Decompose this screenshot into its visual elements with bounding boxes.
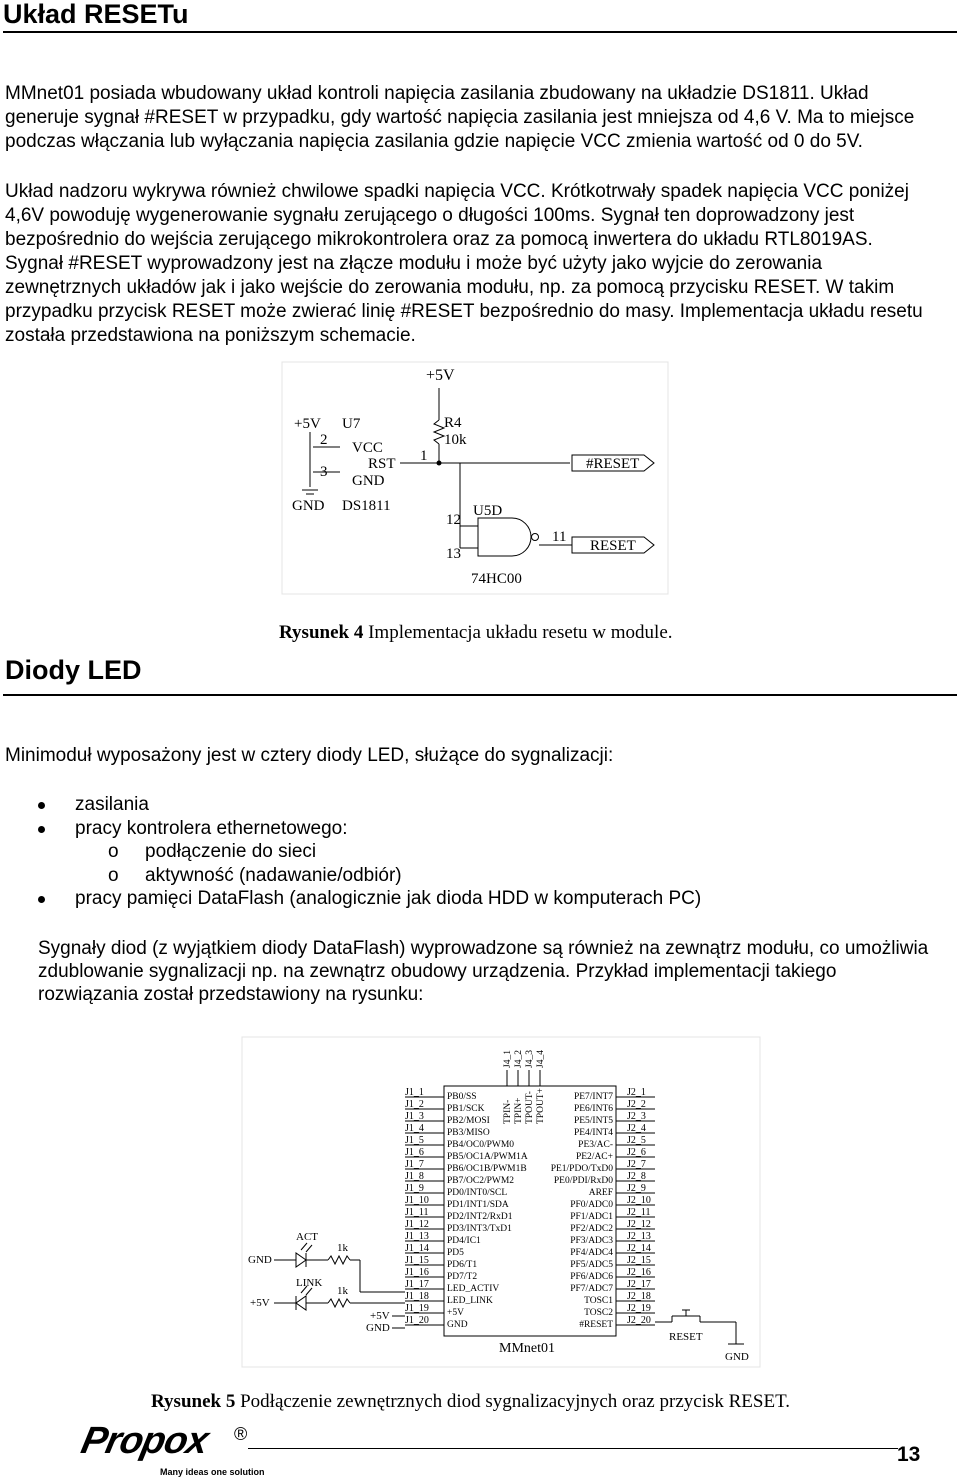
module-right-pin-label: PE3/AC- xyxy=(578,1140,613,1150)
ethernet-pin-label: TPOUT- xyxy=(525,1091,535,1124)
gnd-label: GND xyxy=(292,498,325,514)
module-name-label: MMnet01 xyxy=(499,1341,555,1356)
j1-pin-label: J1_11 xyxy=(405,1207,429,1218)
j2-pin-label: J2_5 xyxy=(627,1135,646,1146)
module-right-pin-label: PE0/PDI/RxD0 xyxy=(553,1176,613,1186)
ethernet-pin-label: TPIN- xyxy=(503,1099,513,1124)
text-line: bezpośrednio do wejścia zerującego mikrokontrolera oraz za pomocą inwertera do układu RTL8019AS. xyxy=(5,229,873,250)
module-left-pin-label: PD3/INT3/TxD1 xyxy=(447,1224,512,1234)
heading-rule xyxy=(3,694,957,696)
module-left-pin-label: PD7/T2 xyxy=(447,1272,478,1282)
module-left-pin-label: LED_LINK xyxy=(447,1296,493,1306)
j1-pin-label: J1_16 xyxy=(405,1267,429,1278)
text-line: generuje sygnał #RESET w przypadku, gdy wartość napięcia zasilania jest mniejsza od 4,6 V. Ma to miejsce xyxy=(5,107,915,128)
pin-label: 1 xyxy=(420,448,428,464)
j1-pin-label: J1_9 xyxy=(405,1183,424,1194)
caption-number: Rysunek 5 xyxy=(151,1391,236,1412)
module-right-pin-label: TOSC1 xyxy=(584,1296,613,1306)
module-right-pin-label: PE4/INT4 xyxy=(573,1128,613,1138)
j1-pin-label: J1_19 xyxy=(405,1303,429,1314)
ic-74hc00-label: 74HC00 xyxy=(471,571,522,587)
text-line: 4,6V powoduję wygenerowanie sygnału zerującego o długości 100ms. Sygnał ten doprowadzony jest xyxy=(5,205,855,226)
footer-rule xyxy=(248,1448,898,1449)
j2-pin-label: J2_8 xyxy=(627,1171,646,1182)
j1-pin-label: J1_1 xyxy=(405,1087,424,1098)
module-right-pin-label: PE7/INT7 xyxy=(573,1092,613,1102)
pin-label: 13 xyxy=(446,546,461,562)
j2-pin-label: J2_13 xyxy=(627,1231,651,1242)
module-right-pin-label: PF0/ADC0 xyxy=(570,1200,613,1210)
module-left-pin-label: PB5/OC1A/PWM1A xyxy=(447,1152,528,1162)
module-right-pin-label: PF3/ADC3 xyxy=(570,1236,613,1246)
j2-pin-label: J2_19 xyxy=(627,1303,651,1314)
ds1811-label: DS1811 xyxy=(342,498,391,514)
list-item xyxy=(38,887,938,911)
logo-wordmark: Propox xyxy=(77,1420,212,1462)
module-left-pin-label: GND xyxy=(447,1320,468,1330)
j2-pin-label: J2_17 xyxy=(627,1279,651,1290)
section-heading-led: Diody LED xyxy=(5,655,142,685)
vcc-pin-label: VCC xyxy=(352,440,383,456)
module-right-pin-label: PE1/PDO/TxD0 xyxy=(550,1164,613,1174)
ethernet-pin-label: TPIN+ xyxy=(514,1097,524,1124)
j1-pin-label: J1_12 xyxy=(405,1219,429,1230)
j2-pin-label: J2_12 xyxy=(627,1219,651,1230)
text-line: Sygnał #RESET wyprowadzony jest na złącze modułu i może być użyty jako wyjcie do zerowania xyxy=(5,253,823,274)
module-right-pin-label: TOSC2 xyxy=(584,1308,613,1318)
list-item xyxy=(38,864,938,888)
j1-pin-label: J1_5 xyxy=(405,1135,424,1146)
figure5-caption xyxy=(151,1391,790,1413)
led-paragraph xyxy=(38,937,958,1006)
j2-pin-label: J2_3 xyxy=(627,1111,646,1122)
reset-paragraph-2 xyxy=(5,180,955,348)
sub-bullet-marker: o xyxy=(108,864,119,886)
module-left-pin-label: PD4/IC1 xyxy=(447,1236,481,1246)
r4-label: R4 xyxy=(444,415,462,431)
heading-rule xyxy=(3,31,957,33)
j1-pin-label: J1_7 xyxy=(405,1159,424,1170)
caption-text: Podłączenie zewnętrznych diod sygnalizacyjnych oraz przycisk RESET. xyxy=(235,1391,791,1412)
j2-pin-label: J2_14 xyxy=(627,1243,651,1254)
module-left-pin-label: PB3/MISO xyxy=(447,1128,490,1138)
j1-pin-label: J1_17 xyxy=(405,1279,429,1290)
j2-pin-label: J2_6 xyxy=(627,1147,646,1158)
led-intro xyxy=(5,744,955,768)
led-list xyxy=(38,793,938,911)
module-right-pin-label: PE2/AC+ xyxy=(575,1152,613,1162)
module-right-pin-label: PF6/ADC6 xyxy=(570,1272,613,1282)
text-line: rozwiązania został przedstawiony na rysunku: xyxy=(38,984,424,1005)
j1-pin-label: J1_8 xyxy=(405,1171,424,1182)
pin-label: 2 xyxy=(320,432,328,448)
j2-pin-label: J2_18 xyxy=(627,1291,651,1302)
list-item-label: zasilania xyxy=(75,794,149,815)
list-item-label: podłączenie do sieci xyxy=(145,841,317,862)
list-item xyxy=(38,840,938,864)
vcc-label: +5V xyxy=(370,1310,390,1322)
list-item xyxy=(38,793,938,817)
nreset-flag-label: #RESET xyxy=(586,456,640,472)
j4-pin-label: J4_4 xyxy=(536,1050,546,1068)
u7-label: U7 xyxy=(342,416,361,432)
module-right-pin-label: #RESET xyxy=(579,1320,613,1330)
module-left-pin-label: PB7/OC2/PWM2 xyxy=(447,1176,515,1186)
link-led-label: LINK xyxy=(296,1277,323,1289)
j2-pin-label: J2_1 xyxy=(627,1087,646,1098)
text-line: przypadku przycisk RESET może zwierać linię #RESET bezpośrednio do masy. Implementacja układu resetu xyxy=(5,301,923,322)
list-item-label: pracy pamięci DataFlash (analogicznie jak dioda HDD w komputerach PC) xyxy=(75,888,702,909)
resistor-label: 1k xyxy=(337,1242,348,1254)
page-number: 13 xyxy=(897,1443,921,1466)
list-item-label: aktywność (nadawanie/odbiór) xyxy=(145,864,402,886)
module-left-pin-label: PD2/INT2/RxD1 xyxy=(447,1212,513,1222)
module-right-pin-label: PF5/ADC5 xyxy=(570,1260,613,1270)
text-line: Minimoduł wyposażony jest w cztery diody LED, służące do sygnalizacji: xyxy=(5,745,614,766)
j2-pin-label: J2_7 xyxy=(627,1159,646,1170)
pin-label: 3 xyxy=(320,464,328,480)
registered-mark: ® xyxy=(234,1424,248,1444)
j4-pin-label: J4_1 xyxy=(503,1050,513,1068)
module-left-pin-label: PD1/INT1/SDA xyxy=(447,1200,509,1210)
led-schematic xyxy=(240,1035,780,1370)
text-line: zdublowanie sygnalizacji np. na zewnątrz obudowy urządzenia. Przykład implementacji takiego xyxy=(38,961,837,982)
r4-value-label: 10k xyxy=(444,432,467,448)
module-right-pin-label: PF4/ADC4 xyxy=(570,1248,613,1258)
vcc-top-label: +5V xyxy=(426,367,455,384)
vcc-left-label: +5V xyxy=(294,416,321,432)
reset-flag-label: RESET xyxy=(590,538,636,554)
sub-bullet-marker: o xyxy=(108,841,119,862)
module-left-pin-label: PD5 xyxy=(447,1248,464,1258)
text-line: została przedstawiona na poniższym schemacie. xyxy=(5,325,416,346)
module-left-pin-label: LED_ACTIV xyxy=(447,1284,500,1294)
resistor-label: 1k xyxy=(337,1285,348,1297)
act-led-label: ACT xyxy=(296,1231,318,1243)
text-line: Sygnały diod (z wyjątkiem diody DataFlash) wyprowadzone są również na zewnątrz modułu, co umożliwia xyxy=(38,938,929,959)
j4-pin-label: J4_3 xyxy=(525,1050,535,1068)
module-left-pin-label: PB2/MOSI xyxy=(447,1116,490,1126)
j1-pin-label: J1_6 xyxy=(405,1147,424,1158)
j1-pin-label: J1_4 xyxy=(405,1123,424,1134)
j2-pin-label: J2_4 xyxy=(627,1123,646,1134)
j4-pin-label: J4_2 xyxy=(514,1050,524,1068)
module-right-pin-label: PF2/ADC2 xyxy=(570,1224,613,1234)
module-right-pin-label: PE6/INT6 xyxy=(573,1104,613,1114)
j1-pin-label: J1_10 xyxy=(405,1195,429,1206)
text-line: podczas włączania lub wyłączania napięcia zasilania gdzie napięcie VCC zmienia wartość od 0 do 5V. xyxy=(5,131,863,152)
j2-pin-label: J2_20 xyxy=(627,1315,651,1326)
reset-button-label: RESET xyxy=(669,1331,703,1343)
list-item xyxy=(38,817,938,841)
module-left-pin-label: PB4/OC0/PWM0 xyxy=(447,1140,515,1150)
vcc-label: +5V xyxy=(250,1297,270,1309)
caption-text: Implementacja układu resetu w module. xyxy=(363,622,673,643)
u5d-label: U5D xyxy=(473,503,503,519)
module-left-pin-label: PB0/SS xyxy=(447,1092,477,1102)
module-left-pin-label: PB6/OC1B/PWM1B xyxy=(447,1164,527,1174)
j2-pin-label: J2_16 xyxy=(627,1267,651,1278)
pin-label: 11 xyxy=(552,529,567,545)
gnd-pin-label: GND xyxy=(352,473,385,489)
text-line: zewnętrznych układów jak i jako wejście do zerowania modułu, np. za pomocą przycisku RESET. W takim xyxy=(5,277,895,298)
text-line: Układ nadzoru wykrywa również chwilowe spadki napięcia VCC. Krótkotrwały spadek napięcia VCC poniżej xyxy=(5,181,909,202)
module-right-pin-label: PF7/ADC7 xyxy=(570,1284,613,1294)
j1-pin-label: J1_13 xyxy=(405,1231,429,1242)
figure4-caption xyxy=(279,622,673,644)
module-left-pin-label: PD6/T1 xyxy=(447,1260,478,1270)
bullet-icon xyxy=(38,896,45,903)
caption-number: Rysunek 4 xyxy=(279,622,364,643)
j1-pin-label: J1_15 xyxy=(405,1255,429,1266)
rst-pin-label: RST xyxy=(368,456,396,472)
j1-pin-label: J1_20 xyxy=(405,1315,429,1326)
module-right-pin-label: AREF xyxy=(588,1188,613,1198)
ethernet-pin-label: TPOUT+ xyxy=(536,1088,546,1124)
j1-pin-label: J1_3 xyxy=(405,1111,424,1122)
module-left-pin-label: PB1/SCK xyxy=(447,1104,485,1114)
text-line: MMnet01 posiada wbudowany układ kontroli napięcia zasilania zbudowany na układzie DS1811. Układ xyxy=(5,83,869,104)
logo-tagline: Many ideas one solution xyxy=(160,1467,265,1477)
j2-pin-label: J2_9 xyxy=(627,1183,646,1194)
module-left-pin-label: PD0/INT0/SCL xyxy=(447,1188,508,1198)
reset-schematic xyxy=(280,360,680,600)
j2-pin-label: J2_15 xyxy=(627,1255,651,1266)
j1-pin-label: J1_14 xyxy=(405,1243,429,1254)
bullet-icon xyxy=(38,826,45,833)
gnd-label: GND xyxy=(725,1351,749,1363)
j2-pin-label: J2_11 xyxy=(627,1207,651,1218)
module-right-pin-label: PF1/ADC1 xyxy=(570,1212,613,1222)
j1-pin-label: J1_2 xyxy=(405,1099,424,1110)
gnd-label: GND xyxy=(366,1322,390,1334)
list-item-label: pracy kontrolera ethernetowego: xyxy=(75,817,348,839)
reset-paragraph-1 xyxy=(5,82,955,154)
pin-label: 12 xyxy=(446,512,461,528)
j2-pin-label: J2_2 xyxy=(627,1099,646,1110)
j2-pin-label: J2_10 xyxy=(627,1195,651,1206)
section-heading-reset: Układ RESETu xyxy=(3,0,189,29)
gnd-label: GND xyxy=(248,1254,272,1266)
module-left-pin-label: +5V xyxy=(447,1308,464,1318)
module-right-pin-label: PE5/INT5 xyxy=(573,1116,613,1126)
j1-pin-label: J1_18 xyxy=(405,1291,429,1302)
footer-logo xyxy=(77,1420,268,1482)
bullet-icon xyxy=(38,802,45,809)
